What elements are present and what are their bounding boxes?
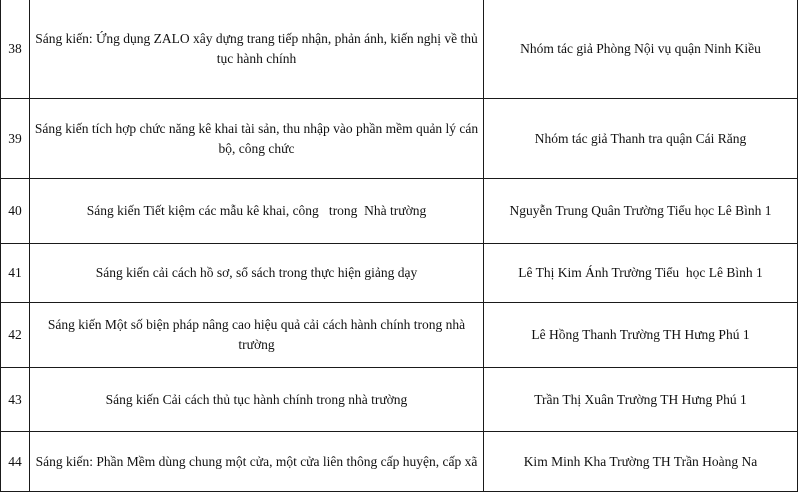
initiative-title: Sáng kiến cải cách hồ sơ, sổ sách trong thực hiện giảng dạy [30,244,484,303]
table-row [1,432,798,492]
initiative-author: Lê Hồng Thanh Trường TH Hưng Phú 1 [484,303,798,368]
table-row [1,0,798,99]
row-number: 39 [1,99,30,179]
table-row [1,179,798,244]
initiative-author: Nguyễn Trung Quân Trường Tiểu học Lê Bình 1 [484,179,798,244]
initiative-author: Lê Thị Kim Ánh Trường Tiểu học Lê Bình 1 [484,244,798,303]
table-row [1,99,798,179]
initiative-author: Nhóm tác giả Phòng Nội vụ quận Ninh Kiều [484,0,798,99]
initiative-author: Trần Thị Xuân Trường TH Hưng Phú 1 [484,368,798,432]
initiative-author: Nhóm tác giả Thanh tra quận Cái Răng [484,99,798,179]
row-number: 40 [1,179,30,244]
row-number: 42 [1,303,30,368]
initiative-author: Kim Minh Kha Trường TH Trần Hoàng Na [484,432,798,492]
row-number: 43 [1,368,30,432]
initiative-title: Sáng kiến Tiết kiệm các mẫu kê khai, công trong Nhà trường [30,179,484,244]
initiative-title: Sáng kiến: Ứng dụng ZALO xây dựng trang tiếp nhận, phản ánh, kiến nghị về thủ tục hành chính [30,0,484,99]
table-row [1,368,798,432]
table-row [1,303,798,368]
initiative-title: Sáng kiến Một số biện pháp nâng cao hiệu quả cải cách hành chính trong nhà trường [30,303,484,368]
row-number: 41 [1,244,30,303]
initiative-title: Sáng kiến tích hợp chức năng kê khai tài sản, thu nhập vào phần mềm quản lý cán bộ, công chức [30,99,484,179]
initiative-title: Sáng kiến: Phần Mềm dùng chung một cửa, một cửa liên thông cấp huyện, cấp xã [30,432,484,492]
table-row [1,244,798,303]
row-number: 44 [1,432,30,492]
row-number: 38 [1,0,30,99]
initiative-title: Sáng kiến Cải cách thủ tục hành chính trong nhà trường [30,368,484,432]
